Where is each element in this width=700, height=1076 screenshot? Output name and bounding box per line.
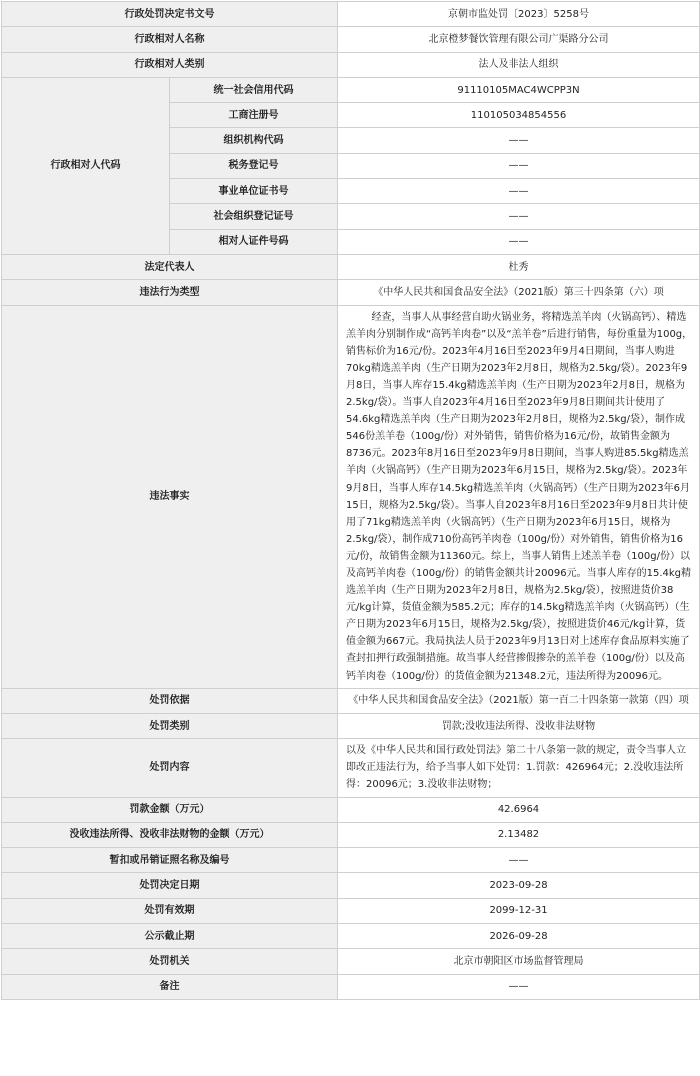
row-decision-date: [2, 873, 700, 898]
violation-type-label: 违法行为类型: [2, 280, 338, 305]
penalty-category-value: 罚款;没收违法所得、没收非法财物: [338, 713, 700, 738]
authority-value: 北京市朝阳区市场监督管理局: [338, 949, 700, 974]
license-suspension-value: ——: [338, 848, 700, 873]
row-license-suspension: [2, 848, 700, 873]
penalty-content-label: 处罚内容: [2, 739, 338, 797]
remarks-value: ——: [338, 974, 700, 999]
violation-type-value: 《中华人民共和国食品安全法》（2021版）第三十四条第（六）项: [338, 280, 700, 305]
penalty-basis-label: 处罚依据: [2, 688, 338, 713]
authority-label: 处罚机关: [2, 949, 338, 974]
row-valid-until: [2, 898, 700, 923]
row-fine-amount: [2, 797, 700, 822]
party-name-label: 行政相对人名称: [2, 27, 338, 52]
row-violation-type: [2, 280, 700, 305]
legal-rep-label: 法定代表人: [2, 254, 338, 279]
business-reg-no-value: 110105034854556: [338, 103, 700, 128]
row-credit-code: [2, 77, 700, 102]
row-penalty-content: [2, 739, 700, 797]
penalty-category-label: 处罚类别: [2, 713, 338, 738]
business-reg-no-label: 工商注册号: [170, 103, 338, 128]
penalty-content-value: [338, 739, 700, 797]
penalty-info-table: [1, 1, 700, 1000]
fine-amount-label: 罚款金额（万元）: [2, 797, 338, 822]
social-org-reg-no-value: ——: [338, 204, 700, 229]
violation-facts-value: [338, 305, 700, 688]
party-code-label: 行政相对人代码: [2, 77, 170, 254]
org-code-label: 组织机构代码: [170, 128, 338, 153]
legal-rep-value: 杜秀: [338, 254, 700, 279]
id-number-label: 相对人证件号码: [170, 229, 338, 254]
decision-date-label: 处罚决定日期: [2, 873, 338, 898]
tax-reg-no-value: ——: [338, 153, 700, 178]
row-penalty-basis: [2, 688, 700, 713]
violation-facts-label: 违法事实: [2, 305, 338, 688]
row-remarks: [2, 974, 700, 999]
row-authority: [2, 949, 700, 974]
decision-date-value: 2023-09-28: [338, 873, 700, 898]
violation-facts-text: 经查，当事人从事经营自助火锅业务，将精选羔羊肉（火锅高钙）、精选羔羊肉分别制作成“高钙羊肉卷”以及“羔羊卷”后进行销售，每份重量为100g，销售标价为16元/份。2023年4月16日至2023年9月4日期间，当事人购进70kg精选羔羊肉（生产日期为2023年2月8日，规格为2.5kg/袋）。2023年9月8日，当事人库存15.4kg精选羔羊肉（生产日期为2023年2月8日，规格为2.5kg/袋）。当事人自2023年4月16日至2023年9月8日期间共计使用了54.6kg精选羔羊肉（生产日期为2023年2月8日，规格为2.5kg/袋），制作成546份羔羊卷（100g/份）对外销售，销售价格为16元/份，故销售金额为8736元。2023年8月16日至2023年9月8日期间，当事人购进85.5kg精选羔羊肉（火锅高钙）（生产日期为2023年6月15日，规格为2.5kg/袋）。2023年9月8日，当事人库存14.5kg精选羔羊肉（火锅高钙）（生产日期为2023年6月15日，规格为2.5kg/袋）。当事人自2023年8月16日至2023年9月8日共计使用了71kg精选羔羊肉（火锅高钙）（生产日期为2023年6月15日，规格为2.5kg/袋），制作成710份高钙羊肉卷（100g/份）对外销售，销售价格为16元/份，故销售金额为11360元。综上，当事人销售上述羔羊卷（100g/份）以及高钙羊肉卷（100g/份）的销售金额共计20096元。当事人库存的15.4kg精选羔羊肉（生产日期为2023年2月8日，规格为2.5kg/袋），按照进货价38元/kg计算，货值金额为585.2元；库存的14.5kg精选羔羊肉（火锅高钙）（生产日期为2023年6月15日，规格为2.5kg/袋），按照进货价46元/kg计算，货值金额为667元。我局执法人员于2023年9月13日对上述库存食品原料实施了查封扣押行政强制措施。故当事人经营掺假掺杂的羔羊卷（100g/份）以及高钙羊肉卷（100g/份）的货值金额为21348.2元，违法所得为20096元。: [346, 311, 693, 682]
decision-no-value: 京朝市监处罚〔2023〕5258号: [338, 2, 700, 27]
penalty-content-text: 以及《中华人民共和国行政处罚法》第二十八条第一款的规定，责令当事人立即改正违法行为，给予当事人如下处罚：1.罚款：426964元；2.没收违法所得：20096元；3.没收非法财物；: [346, 745, 686, 791]
institution-cert-no-label: 事业单位证书号: [170, 179, 338, 204]
party-type-label: 行政相对人类别: [2, 52, 338, 77]
remarks-label: 备注: [2, 974, 338, 999]
row-decision-no: [2, 2, 700, 27]
valid-until-value: 2099-12-31: [338, 898, 700, 923]
license-suspension-label: 暂扣或吊销证照名称及编号: [2, 848, 338, 873]
social-org-reg-no-label: 社会组织登记证号: [170, 204, 338, 229]
row-legal-rep: [2, 254, 700, 279]
credit-code-value: 91110105MAC4WCPP3N: [338, 77, 700, 102]
id-number-value: ——: [338, 229, 700, 254]
org-code-value: ——: [338, 128, 700, 153]
party-type-value: 法人及非法人组织: [338, 52, 700, 77]
row-penalty-category: [2, 713, 700, 738]
row-party-name: [2, 27, 700, 52]
row-confiscation-amount: [2, 822, 700, 847]
valid-until-label: 处罚有效期: [2, 898, 338, 923]
row-party-type: [2, 52, 700, 77]
publicity-deadline-label: 公示截止期: [2, 923, 338, 948]
confiscation-amount-label: 没收违法所得、没收非法财物的金额（万元）: [2, 822, 338, 847]
tax-reg-no-label: 税务登记号: [170, 153, 338, 178]
row-publicity-deadline: [2, 923, 700, 948]
party-name-value: 北京橙梦餐饮管理有限公司广渠路分公司: [338, 27, 700, 52]
confiscation-amount-value: 2.13482: [338, 822, 700, 847]
decision-no-label: 行政处罚决定书文号: [2, 2, 338, 27]
credit-code-label: 统一社会信用代码: [170, 77, 338, 102]
penalty-basis-value: 《中华人民共和国食品安全法》（2021版）第一百二十四条第一款第（四）项: [338, 688, 700, 713]
fine-amount-value: 42.6964: [338, 797, 700, 822]
publicity-deadline-value: 2026-09-28: [338, 923, 700, 948]
institution-cert-no-value: ——: [338, 179, 700, 204]
row-violation-facts: [2, 305, 700, 688]
